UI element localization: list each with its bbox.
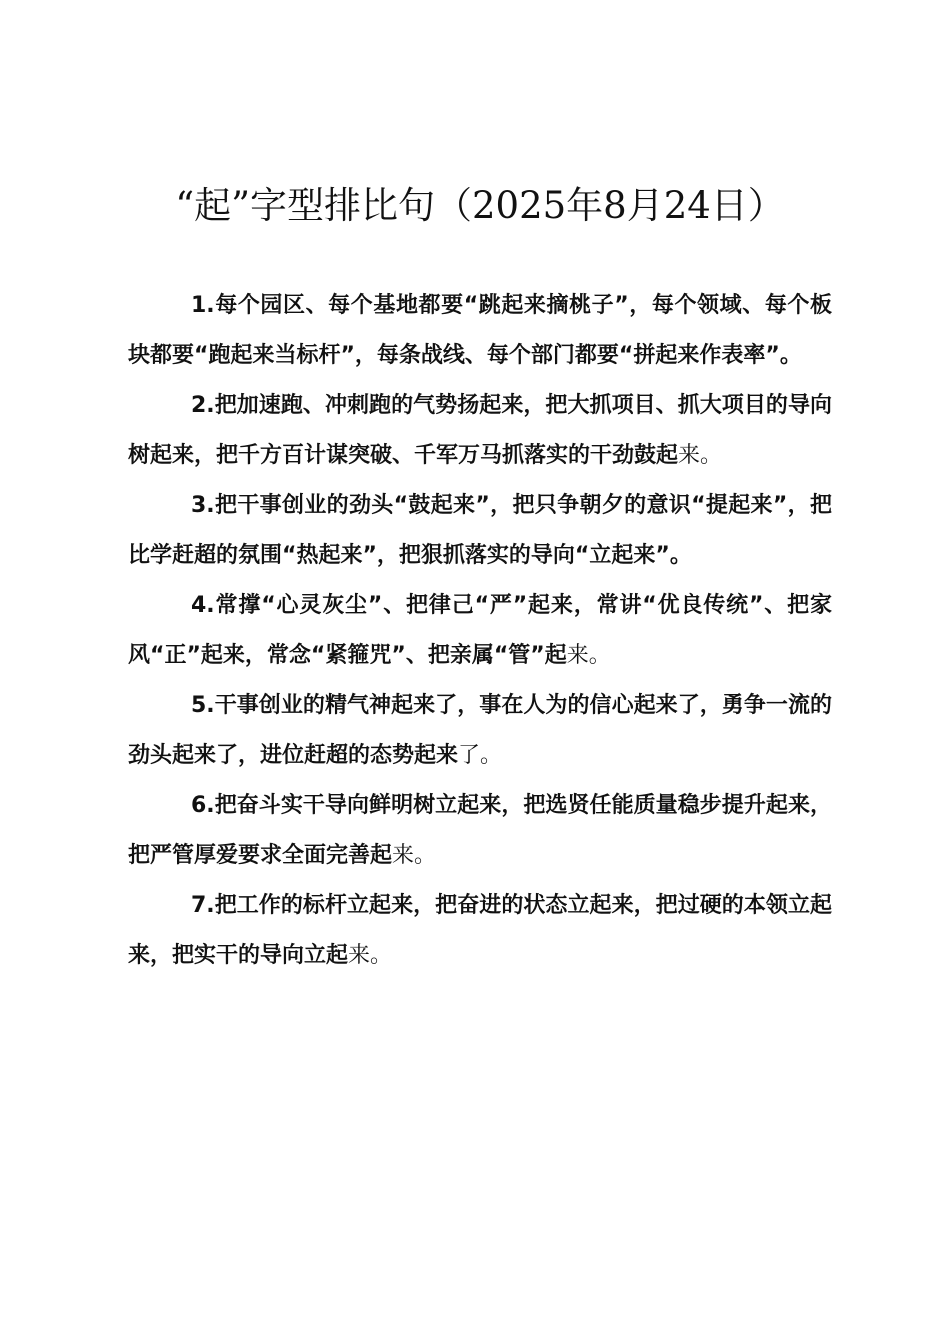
paragraph-2-tail: 来。 [678,443,723,468]
paragraph-2 [128,381,832,481]
paragraph-6 [128,781,832,881]
paragraph-5-text: 5.干事创业的精气神起来了，事在人为的信心起来了，勇争一流的劲头起来了，进位赶超的态势起来 [128,693,832,768]
paragraph-6-text: 6.把奋斗实干导向鲜明树立起来，把选贤任能质量稳步提升起来，把严管厚爱要求全面完善起 [128,793,832,868]
paragraph-5-tail: 了。 [458,743,503,768]
paragraph-4 [128,581,832,681]
paragraph-5 [128,681,832,781]
document-title: “起”字型排比句（2025年8月24日） [175,184,785,227]
paragraph-3 [128,481,832,581]
paragraph-1 [128,281,832,381]
paragraph-7 [128,881,832,981]
document-body [128,281,832,981]
paragraph-4-text: 4.常撑“心灵灰尘”、把律己“严”起来，常讲“优良传统”、把家风“正”起来，常念“紧箍咒”、把亲属“管”起 [128,593,832,668]
paragraph-4-tail: 来。 [566,643,611,668]
paragraph-6-tail: 来。 [392,843,437,868]
paragraph-2-text: 2.把加速跑、冲刺跑的气势扬起来，把大抓项目、抓大项目的导向树起来，把千方百计谋突破、千军万马抓落实的干劲鼓起 [128,393,832,468]
paragraph-7-text: 7.把工作的标杆立起来，把奋进的状态立起来，把过硬的本领立起来，把实干的导向立起 [128,893,832,968]
paragraph-3-text: 3.把干事创业的劲头“鼓起来”，把只争朝夕的意识“提起来”，把比学赶超的氛围“热起来”，把狠抓落实的导向“立起来”。 [128,493,832,568]
paragraph-1-text: 1.每个园区、每个基地都要“跳起来摘桃子”，每个领域、每个板块都要“跑起来当标杆”，每条战线、每个部门都要“拼起来作表率”。 [128,293,832,368]
paragraph-7-tail: 来。 [348,943,393,968]
